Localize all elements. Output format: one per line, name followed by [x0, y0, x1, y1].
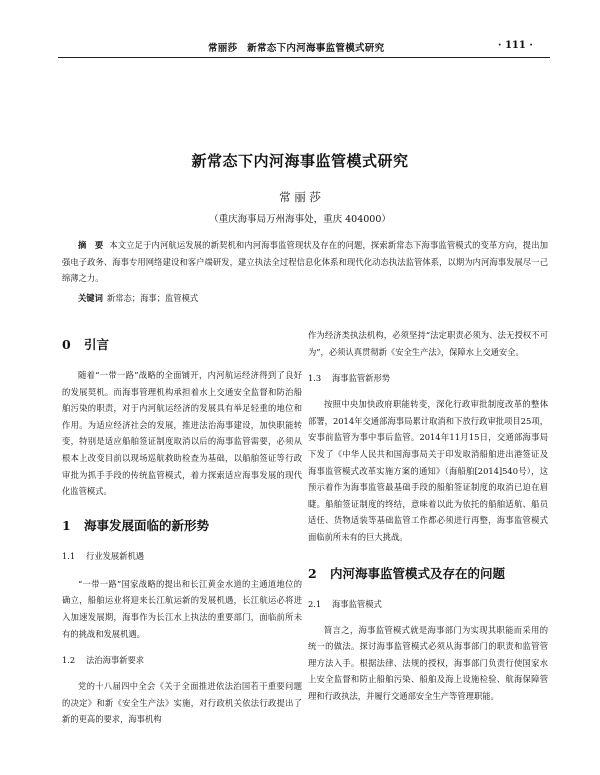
section-1-heading: 1 海事发展面临的新形势 — [62, 517, 210, 533]
header-rule — [58, 57, 550, 58]
section-2-1-heading: 2.1 海事监管模式 — [308, 598, 382, 609]
keywords-label: 关键词 — [78, 293, 103, 303]
section-1-1-paragraph: “一带一路”国家战略的提出和长江黄金水道的主通道地位的确立，船舶运业将迎来长江航运新的发展机遇，长江航运必将进入加速发展期，海事作为长江水上执法的重要部门，面临前所未有的挑战和发展机遇。 — [62, 578, 302, 639]
section-1-1-heading: 1.1 行业发展新机遇 — [62, 550, 145, 561]
article-title: 新常态下内河海事监管模式研究 — [191, 152, 409, 170]
section-1-3-heading: 1.3 海事监管新形势 — [308, 373, 391, 384]
abstract — [62, 237, 548, 287]
right-column — [308, 327, 548, 705]
section-0-paragraph: 随着“一带一路”战略的全面铺开，内河航运经济得到了良好的发展契机。而海事管理机构承担着水上交通安全监督和防治船舶污染的职责，对于内河航运经济的发展具有举足轻重的地位和作用。为适应经济社会的发展，推进法治海事建设，加快职能转变，特别是适应船舶签证制度取消以后的海事监管需要，必须从根本上改变目前以现场巡航救助检查为基础，以船舶签证等行政审批为抓手手段的传统监管模式，着力探索适应海事发展的现代化监管模式。 — [62, 370, 302, 497]
section-2-1-paragraph: 简言之，海事监管模式就是海事部门为实现其职能而采用的统一的做法。探讨海事监管模式必须从海事部门的职责和监管管理方法入手。根据法律、法规的授权，海事部门负责行使国家水上安全监督和防止船舶污染、船舶及海上设施检验、航海保障管理和行政执法，并履行交通部安全生产等管理职能。 — [308, 624, 548, 701]
left-column — [62, 327, 302, 728]
section-1-2-paragraph-cont: 作为经济类执法机构，必须坚持“法定职责必须为、法无授权不可为”，必须认真贯彻新《安全生产法》，保障水上交通安全。 — [308, 330, 548, 357]
author: 常 丽 莎 — [279, 190, 321, 204]
abstract-label: 摘 要 — [78, 240, 104, 250]
keywords-text: 新常态；海事；监管模式 — [106, 293, 199, 303]
page-number: · 111 · — [498, 40, 533, 51]
section-1-2-heading: 1.2 法治海事新要求 — [62, 655, 145, 666]
running-title: 常丽莎 新常态下内河海事监管模式研究 — [208, 43, 385, 54]
section-1-3-paragraph: 按照中央加快政府职能转变，深化行政审批制度改革的整体部署，2014年交通部海事局累计取消和下放行政审批项目25项，安事前监管为事中事后监管。2014年11月15日，交通部海事局下发了《中华人民共和国海事局关于印发取消船舶进出港签证及海事监管模式改革实施方案的通知》（海船舶[2014]540号），这预示着作为海事监管最基础手段的船舶签证制度的取消已迫在眉睫。船舶签证制度的终结，意味着以此为依托的船舶适航、船员适任、货物适装等基础监管工作都必须进行再整，海事监管模式面临前所未有的巨大挑战。 — [308, 399, 548, 542]
section-2-heading: 2 内河海事监管模式及存在的问题 — [308, 565, 506, 581]
section-0-heading: 0 引言 — [62, 337, 110, 352]
affiliation: （重庆海事局万州海事处，重庆 404000） — [209, 214, 391, 225]
keywords — [78, 290, 548, 306]
abstract-text: 本文立足于内河航运发展的新契机和内河海事监管现状及存在的问题，探索新常态下海事监管模式的变革方向，提出加强电子政务、海事专用网络建设和客户端研发，建立执法全过程信息化体系和现代化动态执法监管体系，以期为内河海事发展尽一己绵薄之力。 — [62, 240, 548, 284]
section-1-2-paragraph: 党的十八届四中全会《关于全面推进依法治国若干重要问题的决定》和新《安全生产法》实施，对行政机关依法行政提出了新的更高的要求，海事机构 — [62, 681, 302, 725]
running-header — [0, 0, 600, 60]
